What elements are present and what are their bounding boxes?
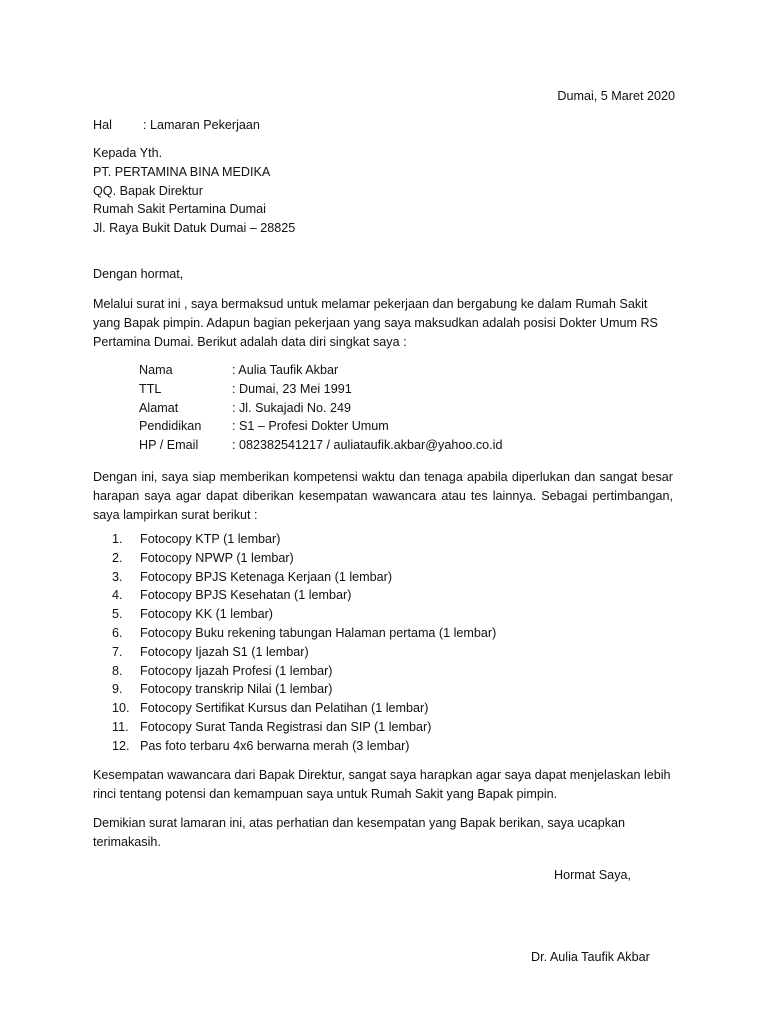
list-item-number: 10. — [112, 701, 130, 716]
list-item-text: Fotocopy NPWP (1 lembar) — [140, 550, 294, 565]
subject-value: : Lamaran Pekerjaan — [143, 118, 260, 132]
subject-label: Hal — [93, 118, 112, 132]
list-item-text: Fotocopy BPJS Ketenaga Kerjaan (1 lembar) — [140, 569, 393, 584]
list-item — [112, 699, 496, 718]
personal-data-table — [139, 361, 502, 455]
list-item-text: Pas foto terbaru 4x6 berwarna merah (3 lembar) — [140, 738, 410, 753]
personal-data-row — [139, 380, 502, 399]
list-item-number: 5. — [112, 607, 123, 622]
personal-data-row — [139, 361, 502, 380]
list-item-number: 3. — [112, 569, 123, 584]
list-item-text: Fotocopy KK (1 lembar) — [140, 607, 273, 622]
list-item — [112, 624, 496, 643]
list-item — [112, 662, 496, 681]
personal-data-label: Alamat — [139, 400, 179, 415]
list-item-text: Fotocopy BPJS Kesehatan (1 lembar) — [140, 588, 352, 603]
list-item-text: Fotocopy Ijazah S1 (1 lembar) — [140, 644, 309, 659]
list-item-text: Fotocopy transkrip Nilai (1 lembar) — [140, 682, 333, 697]
recipient-line: QQ. Bapak Direktur — [93, 183, 203, 198]
list-item-number: 7. — [112, 644, 123, 659]
greeting: Dengan hormat, — [93, 267, 184, 281]
signer-name: Dr. Aulia Taufik Akbar — [531, 950, 650, 964]
personal-data-value: : Aulia Taufik Akbar — [232, 363, 339, 377]
list-item-text: Fotocopy Sertifikat Kursus dan Pelatihan (1 lembar) — [140, 701, 429, 716]
intro-paragraph: Melalui surat ini , saya bermaksud untuk melamar pekerjaan dan bergabung ke dalam Rumah Sakit yang Bapak pimpin. Adapun bagian pekerjaan yang saya maksudkan adalah posisi Dokter Umum RS Pertamina Dumai. Berikut adalah data diri singkat saya : — [93, 297, 658, 349]
list-item-text: Fotocopy Buku rekening tabungan Halaman pertama (1 lembar) — [140, 625, 497, 640]
closing-salutation: Hormat Saya, — [554, 868, 631, 882]
recipient-line: PT. PERTAMINA BINA MEDIKA — [93, 164, 271, 179]
list-item-number: 11. — [112, 719, 129, 734]
personal-data-label: HP / Email — [139, 438, 199, 453]
list-item-number: 4. — [112, 588, 123, 603]
list-item-number: 1. — [112, 532, 123, 546]
recipient-line: Jl. Raya Bukit Datuk Dumai – 28825 — [93, 221, 296, 236]
list-item — [112, 549, 496, 568]
list-item — [112, 718, 496, 737]
recipient-line: Rumah Sakit Pertamina Dumai — [93, 202, 266, 217]
list-item — [112, 530, 496, 549]
list-item-number: 12. — [112, 738, 130, 753]
letter-subject — [93, 116, 260, 135]
list-item-number: 9. — [112, 682, 123, 697]
interview-paragraph: Kesempatan wawancara dari Bapak Direktur, sangat saya harapkan agar saya dapat menjelaskan lebih rinci tentang potensi dan kemampuan saya untuk Rumah Sakit yang Bapak pimpin. — [93, 768, 671, 801]
personal-data-label: Pendidikan — [139, 419, 202, 434]
list-item-text: Fotocopy Surat Tanda Registrasi dan SIP (1 lembar) — [140, 719, 432, 734]
personal-data-row — [139, 417, 502, 436]
personal-data-row — [139, 399, 502, 418]
list-item — [112, 680, 496, 699]
list-item — [112, 643, 496, 662]
list-item-text: Fotocopy KTP (1 lembar) — [140, 532, 281, 546]
list-item-number: 8. — [112, 663, 123, 678]
personal-data-value: : S1 – Profesi Dokter Umum — [232, 419, 389, 434]
personal-data-label: Nama — [139, 363, 173, 377]
closing-paragraph: Demikian surat lamaran ini, atas perhatian dan kesempatan yang Bapak berikan, saya ucapkan terimakasih. — [93, 816, 626, 849]
list-item-number: 6. — [112, 625, 123, 640]
recipient-address — [93, 144, 295, 238]
personal-data-label: TTL — [139, 381, 162, 396]
list-item — [112, 586, 496, 605]
list-item — [112, 568, 496, 587]
personal-data-value: : 082382541217 / auliataufik.akbar@yahoo.co.id — [232, 438, 503, 453]
recipient-line: Kepada Yth. — [93, 146, 163, 160]
personal-data-row — [139, 436, 502, 455]
personal-data-value: : Jl. Sukajadi No. 249 — [232, 400, 352, 415]
letter-date: Dumai, 5 Maret 2020 — [557, 89, 675, 103]
list-item — [112, 605, 496, 624]
competence-paragraph: Dengan ini, saya siap memberikan kompetensi waktu dan tenaga apabila diperlukan dan sangat besar harapan saya agar dapat diberikan kesempatan wawancara atau tes lainnya. Sebagai pertimbangan, saya lampirkan surat berikut : — [93, 470, 673, 522]
list-item-number: 2. — [112, 550, 123, 565]
attachment-list — [112, 530, 496, 756]
list-item-text: Fotocopy Ijazah Profesi (1 lembar) — [140, 663, 333, 678]
personal-data-value: : Dumai, 23 Mei 1991 — [232, 381, 352, 396]
list-item — [112, 737, 496, 756]
